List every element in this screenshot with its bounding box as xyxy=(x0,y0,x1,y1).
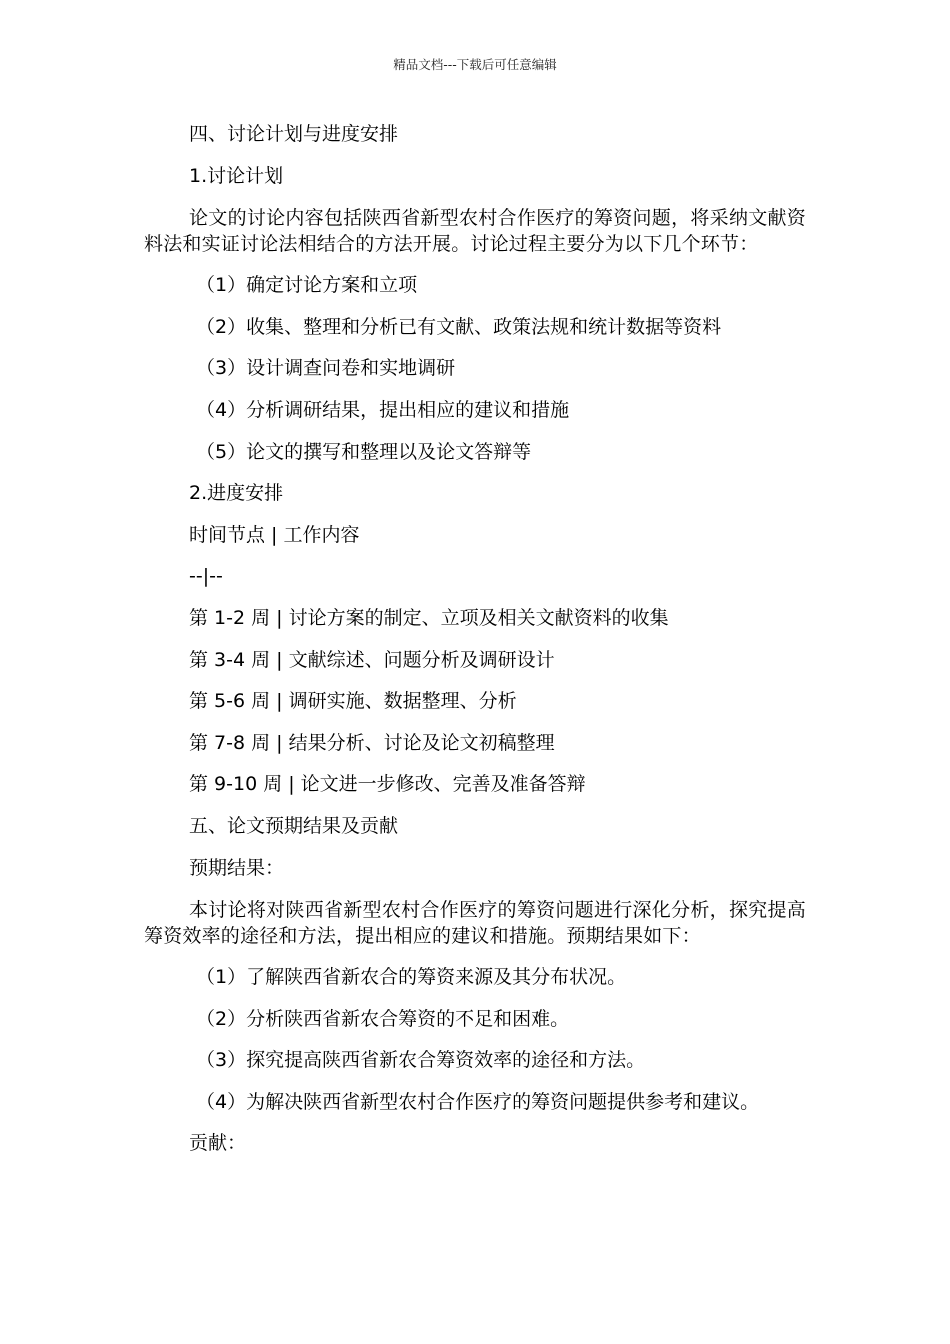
contribution-heading: 贡献： xyxy=(189,1132,247,1155)
expected-paragraph: 本讨论将对陕西省新型农村合作医疗的筹资问题进行深化分析，探究提高筹资效率的途径和方法，提出相应的建议和措施。预期结果如下： xyxy=(144,899,806,948)
schedule-row: 第 9-10 周 | 论文进一步修改、完善及准备答辩 xyxy=(189,773,586,796)
document-body xyxy=(144,114,806,1165)
plan-step: （3）设计调查问卷和实地调研 xyxy=(196,357,456,380)
page-header: 精品文档---下载后可任意编辑 xyxy=(393,57,557,72)
schedule-row: 第 1-2 周 | 讨论方案的制定、立项及相关文献资料的收集 xyxy=(189,606,669,629)
plan-paragraph: 论文的讨论内容包括陕西省新型农村合作医疗的筹资问题，将采纳文献资料法和实证讨论法相结合的方法开展。讨论过程主要分为以下几个环节： xyxy=(144,207,806,256)
plan-heading: 1.讨论计划 xyxy=(189,164,284,187)
schedule-separator: --|-- xyxy=(189,565,223,588)
expected-item: （1）了解陕西省新农合的筹资来源及其分布状况。 xyxy=(196,966,627,989)
schedule-row: 第 5-6 周 | 调研实施、数据整理、分析 xyxy=(189,690,517,713)
schedule-row: 第 3-4 周 | 文献综述、问题分析及调研设计 xyxy=(189,648,555,671)
schedule-header-row: 时间节点 | 工作内容 xyxy=(189,523,360,546)
section-4-title: 四、讨论计划与进度安排 xyxy=(189,123,399,145)
plan-step: （4）分析调研结果，提出相应的建议和措施 xyxy=(196,398,570,421)
plan-step: （2）收集、整理和分析已有文献、政策法规和统计数据等资料 xyxy=(196,315,722,338)
plan-step: （1）确定讨论方案和立项 xyxy=(196,274,418,297)
expected-heading: 预期结果： xyxy=(189,856,285,879)
expected-item: （4）为解决陕西省新型农村合作医疗的筹资问题提供参考和建议。 xyxy=(196,1090,760,1113)
expected-item: （3）探究提高陕西省新农合筹资效率的途径和方法。 xyxy=(196,1049,646,1072)
expected-item: （2）分析陕西省新农合筹资的不足和困难。 xyxy=(196,1007,570,1030)
schedule-row: 第 7-8 周 | 结果分析、讨论及论文初稿整理 xyxy=(189,731,555,754)
plan-step: （5）论文的撰写和整理以及论文答辩等 xyxy=(196,440,532,463)
section-5-title: 五、论文预期结果及贡献 xyxy=(189,814,399,837)
schedule-heading: 2.进度安排 xyxy=(189,482,284,505)
